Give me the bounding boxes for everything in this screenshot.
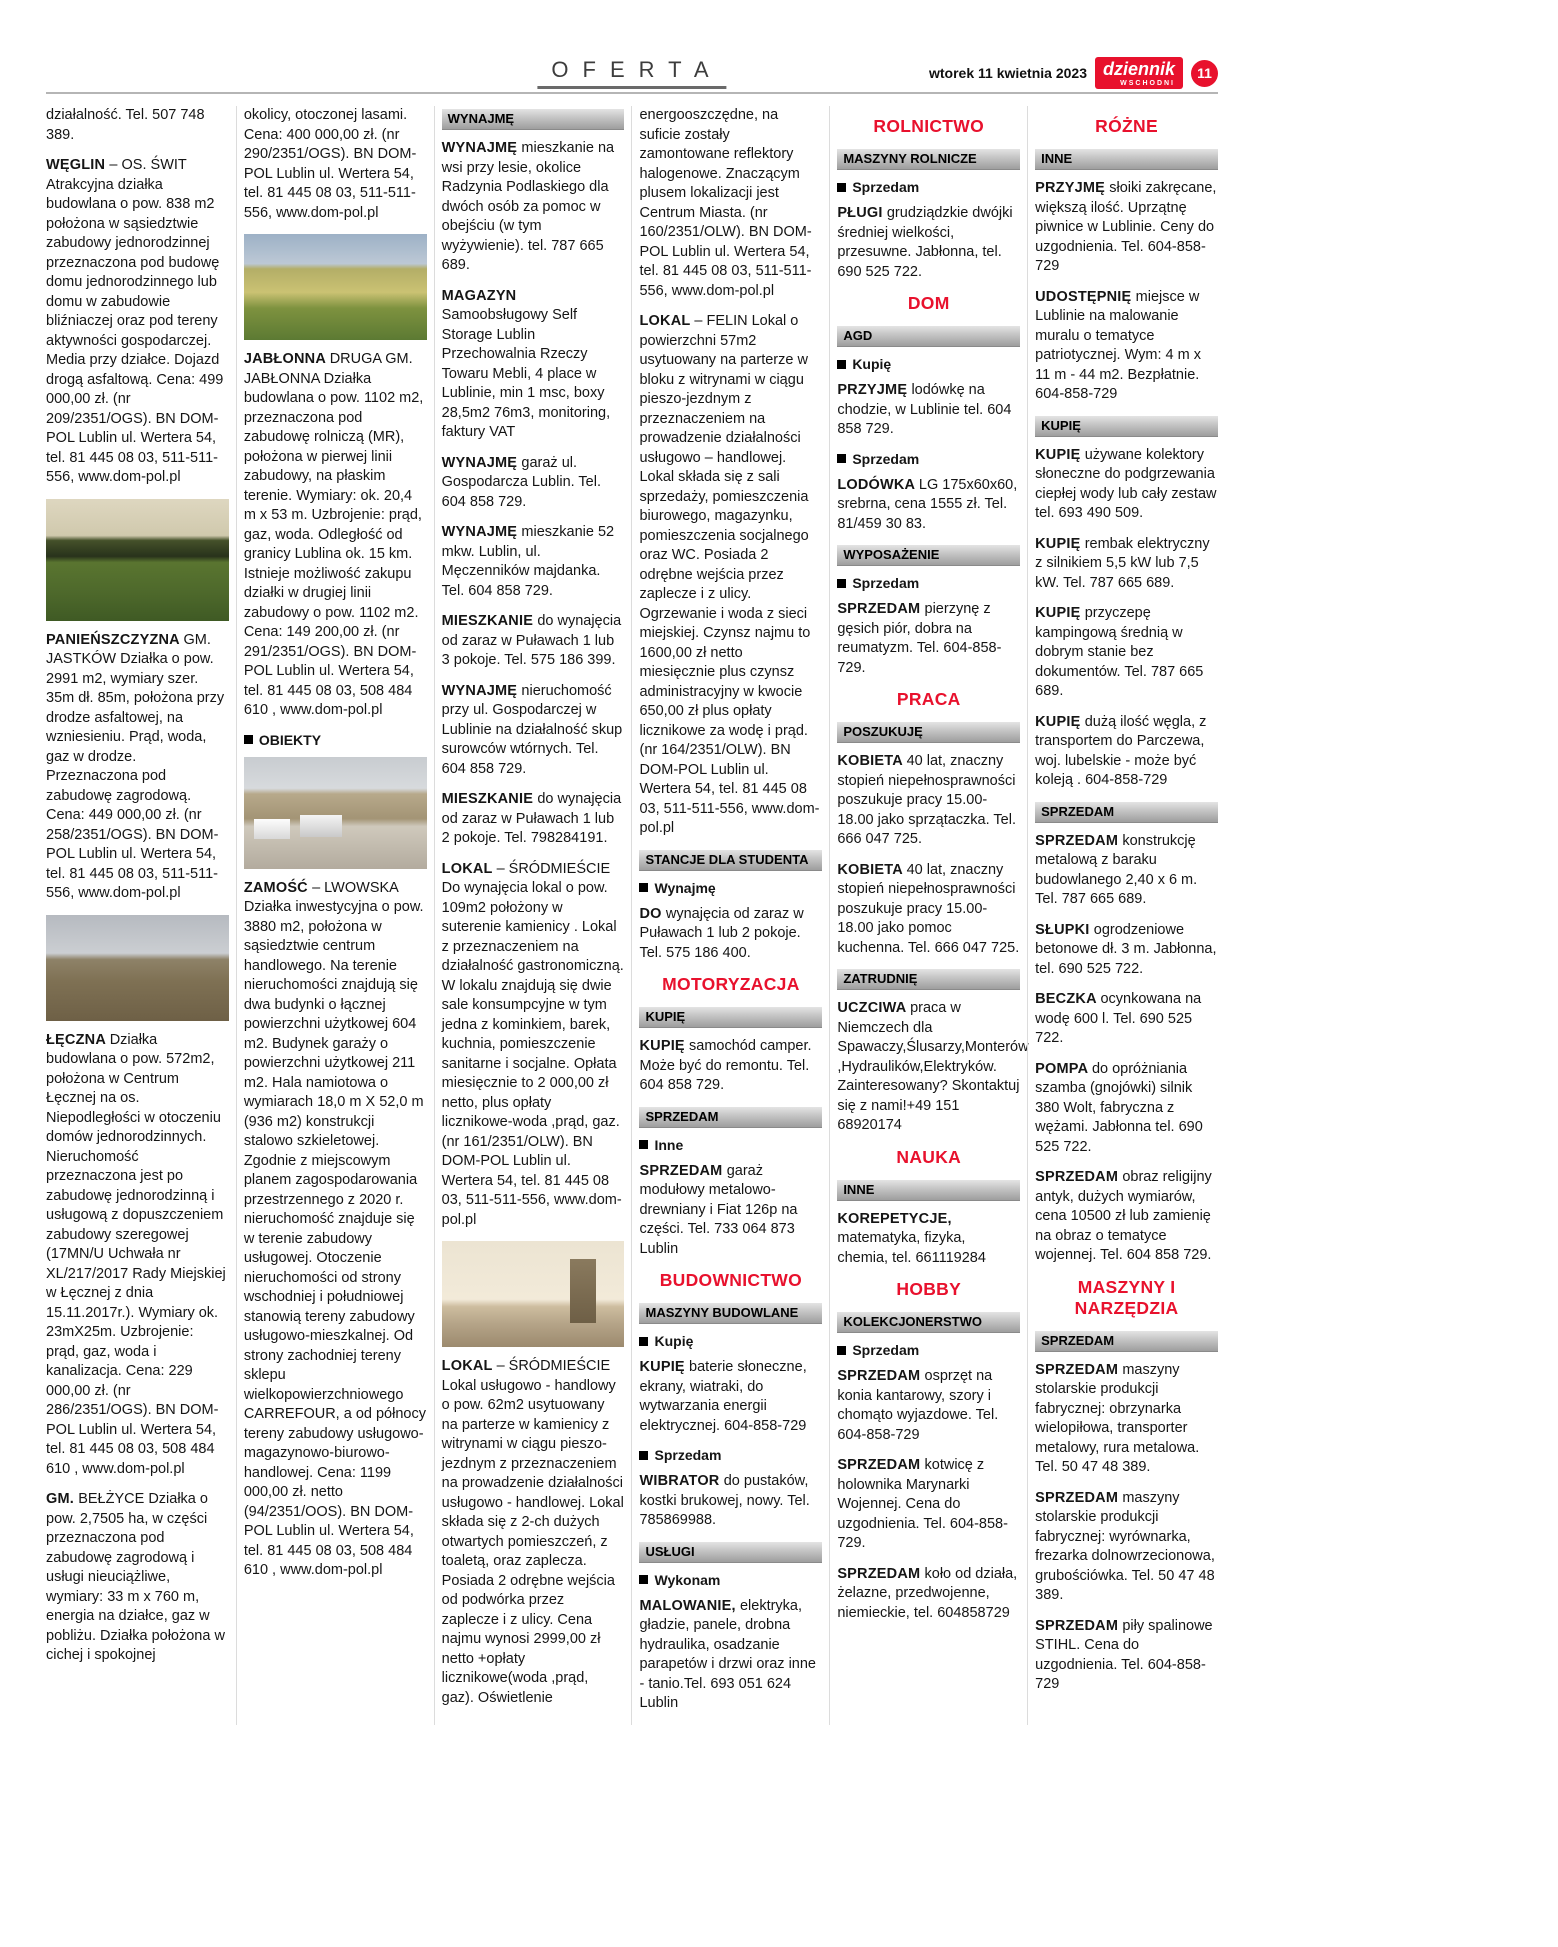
classified-ad: KOBIETA 40 lat, znaczny stopień niepełnosprawności poszukuje pracy 15.00-18.00 jako sprzątaczka. Tel. 666 047 725. (837, 753, 1016, 847)
square-bullet-icon (244, 735, 253, 744)
ad-lead: SPRZEDAM (837, 601, 925, 617)
listing-photo-crops (244, 234, 427, 340)
ad-lead: JABŁONNA (243, 351, 330, 367)
ad-lead: PRZYJMĘ (1035, 180, 1110, 196)
ad-lead: KUPIĘ (639, 1359, 690, 1375)
column-2 (236, 106, 434, 1725)
classified-ad: SPRZEDAM koło od działa, żelazne, przedwojenne, niemieckie, tel. 604858729 (837, 1565, 1018, 1621)
ad-lead: KUPIĘ (1035, 713, 1085, 730)
ad-lead: KOREPETYCJE, (837, 1210, 952, 1227)
subcategory-label: Inne (639, 1137, 822, 1153)
ad-lead: KUPIĘ (1035, 535, 1085, 552)
category-bar: SPRZEDAM (1035, 1331, 1218, 1351)
column-1 (46, 106, 236, 1725)
subcategory-label: Sprzedam (837, 1342, 1020, 1358)
section-header: BUDOWNICTWO (659, 1270, 803, 1290)
classified-ad: BECZKA ocynkowana na wodę 600 l. Tel. 690 525 722. (1035, 991, 1202, 1046)
square-bullet-icon (837, 360, 846, 369)
classified-ad: POMPA do opróżniania szamba (gnojówki) silnik 380 Wolt, fabryczna z wężami. Jabłonna tel. 690 525 722. (1035, 1060, 1203, 1155)
page-section-title: OFERTA (537, 57, 726, 89)
ad-lead: POMPA (1035, 1060, 1092, 1077)
subcategory-label: Sprzedam (639, 1447, 822, 1463)
category-bar: WYNAJMĘ (442, 109, 625, 129)
classified-ad: SPRZEDAM obraz religijny antyk, dużych wymiarów, cena 10500 zł lub zamienię na obraz o tematyce wojennej. Tel. 604 858 729. (1035, 1169, 1212, 1263)
classified-ad: LODÓWKA LG 175x60x60, srebrna, cena 1555 zł. Tel. 81/459 30 83. (837, 476, 1018, 532)
section-header: MASZYNY I NARZĘDZIA (1074, 1276, 1179, 1318)
ad-lead: WYNAJMĘ (441, 524, 522, 540)
ad-lead: PANIEŃSZCZYZNA (46, 631, 184, 648)
section-header: PRACA (896, 689, 961, 709)
section-header: NAUKA (896, 1146, 962, 1167)
ad-lead: WYNAJMĘ (441, 454, 522, 471)
ad-lead: ŁĘCZNA (46, 1031, 110, 1048)
page-number-badge: 11 (1191, 60, 1218, 87)
classified-ad: KOBIETA 40 lat, znaczny stopień niepełnosprawności poszukuje pracy 15.00-18.00 jako pomoc kuchenna. Tel. 666 047 725. (837, 861, 1020, 956)
ad-lead: DO (639, 905, 666, 922)
columns (46, 106, 1218, 1725)
ad-lead: UCZCIWA (837, 1000, 911, 1016)
ad-lead: MALOWANIE, (639, 1597, 740, 1614)
column-4 (631, 106, 829, 1725)
classified-ad: SPRZEDAM pierzynę z gęsich piór, dobra na reumatyzm. Tel. 604-858-729. (837, 601, 1002, 676)
square-bullet-icon (837, 1346, 846, 1355)
classified-ad: MIESZKANIE do wynajęcia od zaraz w Puławach 1 lub 3 pokoje. Tel. 575 186 399. (441, 613, 622, 668)
page-content (46, 54, 1218, 1725)
ad-lead: PRZYJMĘ (837, 382, 912, 398)
ad-lead: LOKAL (441, 860, 497, 877)
column-5 (829, 106, 1027, 1725)
ad-lead: KUPIĘ (1035, 446, 1085, 463)
ad-lead: GM. (46, 1491, 79, 1507)
classified-ad: LOKAL – FELIN Lokal o powierzchni 57m2 usytuowany na parterze w bloku z witrynami w ciągu pieszo-jezdnym z przeznaczeniem na prowadzenie działalności usługowo – handlowej. Lokal składa się z sali sprzedaży, pomieszczenia biurowego, magazynku, pomieszczenia socjalnego oraz WC. Posiada 2 odrębne wejścia przez zaplecze i z ulicy. Ogrzewanie i woda z sieci miejskiej. Czynsz najmu to 1600,00 zł netto miesięcznie plus czynsz administracyjny w kwocie 650,00 zł plus opłaty licznikowe za wodę i prąd. (nr 164/2351/OLW). BN DOM-POL Lublin ul. Wertera 54, tel. 81 445 08 03, 511-511-556, www.dom-pol.pl (639, 313, 820, 836)
classified-ad: WYNAJMĘ mieszkanie 52 mkw. Lublin, ul. Męczenników majdanka. Tel. 604 858 729. (441, 524, 615, 599)
ad-lead: MAGAZYN (441, 287, 517, 304)
listing-photo-wasteland (46, 915, 229, 1021)
masthead (46, 54, 1218, 94)
ad-lead: SPRZEDAM (639, 1162, 727, 1179)
subcategory-label: OBIEKTY (244, 732, 427, 748)
classified-ad: PRZYJMĘ słoiki zakręcane, większą ilość. Uprzątnę piwnice w Lublinie. Ceny do uzgodnienia. Tel. 604-858-729 (1035, 180, 1217, 274)
classified-ad: WIBRATOR do pustaków, kostki brukowej, nowy. Tel. 785869988. (639, 1473, 810, 1528)
classified-ad: PANIEŃSZCZYZNA GM. JASTKÓW Działka o pow. 2991 m2, wymiary szer. 35m dł. 85m, położona przy drodze asfaltowej, na wzniesieniu. Prąd, woda, gaz w drodze. Przeznaczona pod zabudowę zagrodową. Cena: 449 000,00 zł. (nr 258/2351/OGS). BN DOM-POL Lublin ul. Wertera 54, tel. 81 445 08 03, 511-511-556, www.dom-pol.pl (46, 631, 225, 901)
classified-ad: energooszczędne, na suficie zostały zamontowane reflektory halogenowe. Znaczącym plusem lokalizacji jest Centrum Miasta. (nr 160/2351/OLW). BN DOM-POL Lublin ul. Wertera 54, tel. 81 445 08 03, 511-511-556, www.dom-pol.pl (639, 107, 812, 299)
ad-lead: WYNAJMĘ (441, 682, 522, 699)
classified-ad: LOKAL – ŚRÓDMIEŚCIE Lokal usługowo - handlowy o pow. 62m2 usytuowany na parterze w kamienicy z witrynami w ciągu pieszo-jezdnym z przeznaczeniem na prowadzenie działalności usługowo - handlowej. Lokal składa się z 2-ch dużych otwartych pomieszczeń, z toaletą, oraz zaplecza. Posiada 2 odrębne wejścia od podwórka przez zaplecze i z ulicy. Cena najmu wynosi 2999,00 zł netto +opłaty licznikowe(woda ,prąd, gaz). Oświetlenie (441, 1358, 624, 1706)
classified-ad: ŁĘCZNA Działka budowlana o pow. 572m2, położona w Centrum Łęcznej na os. Niepodległości w otoczeniu domów jednorodzinnych. Nieruchomość przeznaczona jest po zabudowę jednorodzinną i usługową z dopuszczeniem zabudowy szeregowej (17MN/U Uchwała nr XL/217/2017 Rady Miejskiej w Łęcznej z dnia 15.11.2017r.). Wymiary ok. 23mX25m. Uzbrojenie: prąd, gaz, woda i kanalizacja. Cena: 229 000,00 zł. (nr 286/2351/OGS). BN DOM-POL Lublin ul. Wertera 54, tel. 81 445 08 03, 508 484 610 , www.dom-pol.pl (46, 1031, 226, 1477)
classified-ad: SPRZEDAM garaż modułowy metalowo-drewniany i Fiat 126p na części. Tel. 733 064 873 Lublin (639, 1162, 798, 1257)
ad-lead: SPRZEDAM (837, 1565, 925, 1582)
classified-ad: SPRZEDAM konstrukcję metalową z baraku budowlanego 2,40 x 6 m. Tel. 787 665 689. (1035, 832, 1198, 907)
section-header: HOBBY (896, 1279, 962, 1299)
classified-ad: KUPIĘ baterie słoneczne, ekrany, wiatraki, do wytwarzania energii elektrycznej. 604-858-729 (639, 1359, 807, 1434)
classified-ad: DO wynajęcia od zaraz w Puławach 1 lub 2 pokoje. Tel. 575 186 400. (639, 905, 804, 961)
subcategory-label: Sprzedam (837, 179, 1020, 195)
square-bullet-icon (837, 183, 846, 192)
subcategory-label: Sprzedam (837, 451, 1020, 467)
classified-ad: KUPIĘ przyczepę kampingową średnią w dobrym stanie bez dokumentów. Tel. 787 665 689. (1035, 605, 1204, 699)
classified-ad: MALOWANIE, elektryka, gładzie, panele, drobna hydraulika, osadzanie parapetów i drzwi oraz inne - tanio.Tel. 693 051 624 Lublin (639, 1597, 816, 1711)
classified-ad: okolicy, otoczonej lasami. Cena: 400 000,00 zł. (nr 290/2351/OGS). BN DOM-POL Lublin ul. Wertera 54, tel. 81 445 08 03, 511-511-556, www.dom-pol.pl (243, 107, 417, 221)
ad-lead: KOBIETA (837, 861, 907, 878)
square-bullet-icon (639, 1575, 648, 1584)
subcategory-label: Sprzedam (837, 575, 1020, 591)
newspaper-logo-subtext: WSCHODNI (1120, 80, 1175, 87)
classified-ad: KUPIĘ samochód camper. Może być do remontu. Tel. 604 858 729. (639, 1038, 812, 1093)
ad-lead: SPRZEDAM (1035, 832, 1123, 849)
category-bar: USŁUGI (639, 1542, 822, 1562)
classified-ad: WYNAJMĘ garaż ul. Gospodarcza Lublin. Tel. 604 858 729. (441, 454, 601, 510)
classified-ad: ZAMOŚĆ – LWOWSKA Działka inwestycyjna o pow. 3880 m2, położona w sąsiedztwie centrum handlowego. Na terenie nieruchomości znajdują się dwa budynki o łącznej powierzchni użytkowej 604 m2. Budynek garaży o powierzchni użytkowej 211 m2. Hala namiotowa o wymiarach 18,0 m X 52,0 m (936 m2) konstrukcji stalowo szkieletowej. Zgodnie z miejscowym planem zagospodarowania przestrzennego z 2020 r. nieruchomość znajduje się w terenie zabudowy usługowej. Otoczenie nieruchomości od strony wschodniej i południowej stanowią tereny zabudowy usługowo-mieszkalnej. Od strony zachodniej tereny sklepu wielkopowierzchniowego CARREFOUR, a od północy tereny zabudowy usługowo-magazynowo-biurowo-handlowej. Cena: 1199 000,00 zł. netto (94/2351/OOS). BN DOM-POL Lublin ul. Wertera 54, tel. 81 445 08 03, 508 484 610 , www.dom-pol.pl (243, 879, 426, 1578)
category-bar: KUPIĘ (1035, 416, 1218, 436)
ad-lead: KUPIĘ (1035, 605, 1085, 621)
ad-lead: MIESZKANIE (441, 791, 538, 807)
section-header: DOM (907, 293, 950, 313)
classified-ad: UCZCIWA praca w Niemczech dla Spawaczy,Ślusarzy,Monterów ,Hydraulików,Elektryków. Zainteresowany? Skontaktuj się z nami!+49 151 68920174 (837, 1000, 1029, 1133)
ad-lead: KUPIĘ (639, 1038, 690, 1054)
ad-lead: WIBRATOR (639, 1473, 724, 1489)
section-header: ROLNICTWO (873, 116, 985, 136)
classified-ad: MAGAZYN Samoobsługowy Self Storage Lublin Przechowalnia Rzeczy Towaru Mebli, 4 place w Lublinie, min 1 msc, boxy 28,5m2 76m3, monitoring, faktury VAT (441, 287, 611, 440)
listing-photo-industrial (244, 757, 427, 869)
classified-ad: PRZYJMĘ lodówkę na chodzie, w Lublinie tel. 604 858 729. (837, 382, 1012, 437)
classified-ad: SPRZEDAM piły spalinowe STIHL. Cena do uzgodnienia. Tel. 604-858-729 (1035, 1617, 1213, 1692)
ad-lead: SPRZEDAM (1035, 1489, 1123, 1506)
ad-lead: LOKAL (639, 313, 695, 329)
category-bar: AGD (837, 326, 1020, 346)
ad-lead: SPRZEDAM (1035, 1617, 1123, 1634)
category-bar: MASZYNY ROLNICZE (837, 149, 1020, 169)
square-bullet-icon (837, 579, 846, 588)
square-bullet-icon (837, 454, 846, 463)
subcategory-label: Kupię (837, 356, 1020, 372)
ad-lead: SPRZEDAM (837, 1457, 925, 1473)
category-bar: WYPOSAŻENIE (837, 545, 1020, 565)
ad-lead: PŁUGI (837, 205, 887, 221)
category-bar: SPRZEDAM (639, 1107, 822, 1127)
classified-ad: SPRZEDAM maszyny stolarskie produkcji fabrycznej: obrzynarka wielopiłowa, transporter metalowy, rura metalowa. Tel. 50 47 48 389. (1035, 1361, 1200, 1475)
classified-ad: KOREPETYCJE, matematyka, fizyka, chemia, tel. 661119284 (837, 1210, 986, 1266)
column-3 (434, 106, 632, 1725)
subcategory-label: Wynajmę (639, 880, 822, 896)
listing-photo-interior (442, 1241, 625, 1347)
category-bar: KOLEKCJONERSTWO (837, 1312, 1020, 1332)
square-bullet-icon (639, 1140, 648, 1149)
category-bar: MASZYNY BUDOWLANE (639, 1303, 822, 1323)
classified-ad: KUPIĘ używane kolektory słoneczne do podgrzewania ciepłej wody lub cały zestaw tel. 693 490 509. (1035, 446, 1217, 521)
classified-ad: WĘGLIN – OS. ŚWIT Atrakcyjna działka budowlana o pow. 838 m2 położona w sąsiedztwie zabudowy jednorodzinnej przeznaczona pod budowę domu jednorodzinnego lub domu w zabudowie bliźniaczej oraz pod tereny aktywności gospodarczej. Media przy działce. Dojazd drogą asfaltową. Cena: 499 000,00 zł. (nr 209/2351/OGS). BN DOM-POL Lublin ul. Wertera 54, tel. 81 445 08 03, 511-511-556, www.dom-pol.pl (46, 157, 224, 485)
ad-lead: UDOSTĘPNIĘ (1035, 288, 1136, 305)
category-bar: SPRZEDAM (1035, 802, 1218, 822)
classified-ad: JABŁONNA DRUGA GM. JABŁONNA Działka budowlana o pow. 1102 m2, przeznaczona pod zabudowę rolniczą (MR), położona w pierwej linii zabudowy, na płaskim terenie. Wymiary: ok. 20,4 m x 53 m. Uzbrojenie: prąd, gaz, woda. Odległość od granicy Lublina ok. 15 km. Istnieje możliwość zakupu działki w drugiej linii zabudowy o pow. 1102 m2. Cena: 149 200,00 zł. (nr 291/2351/OGS). BN DOM-POL Lublin ul. Wertera 54, tel. 81 445 08 03, 508 484 610 , www.dom-pol.pl (243, 351, 424, 718)
column-6 (1027, 106, 1218, 1725)
ad-lead: WYNAJMĘ (441, 140, 522, 156)
section-header: RÓŻNE (1095, 116, 1158, 136)
ad-lead: SŁUPKI (1035, 921, 1094, 938)
classified-ad: KUPIĘ dużą ilość węgla, z transportem do Parczewa, woj. lubelskie - może być koleją . 604-858-729 (1035, 713, 1207, 788)
ad-lead: SPRZEDAM (837, 1368, 925, 1384)
ad-lead: ZAMOŚĆ (243, 879, 313, 896)
classified-ad: SPRZEDAM osprzęt na konia kantarowy, szory i chomąto wyjazdowe. Tel. 604-858-729 (837, 1368, 999, 1443)
classified-ad: WYNAJMĘ nieruchomość przy ul. Gospodarczej w Lublinie na działalność skup surowców wtórnych. Tel. 604 858 729. (441, 682, 623, 777)
ad-lead: SPRZEDAM (1035, 1361, 1123, 1378)
classified-ad: WYNAJMĘ mieszkanie na wsi przy lesie, okolice Radzynia Podlaskiego dla dwóch osób za pomoc w obejściu (w tym wyżywienie). tel. 787 665 689. (441, 140, 615, 273)
newspaper-logo-text: dziennik (1102, 59, 1175, 79)
category-bar: POSZUKUJĘ (837, 722, 1020, 742)
classified-ad: KUPIĘ rembak elektryczny z silnikiem 5,5 kW lub 7,5 kW. Tel. 787 665 689. (1035, 535, 1210, 591)
subcategory-label: Wykonam (639, 1572, 822, 1588)
ad-lead: MIESZKANIE (441, 613, 538, 629)
newspaper-logo (1095, 57, 1183, 89)
classified-ad: GM. BEŁŻYCE Działka o pow. 2,7505 ha, w części przeznaczona pod zabudowę zagrodową i usługi nieuciążliwe, wymiary: 33 m x 760 m, energia na działce, gaz w pobliżu. Działka położona w cichej i spokojnej (46, 1491, 225, 1663)
ad-lead: BECZKA (1035, 991, 1101, 1007)
classified-ad: SŁUPKI ogrodzeniowe betonowe dł. 3 m. Jabłonna, tel. 690 525 722. (1035, 921, 1217, 977)
square-bullet-icon (639, 883, 648, 892)
issue-date: wtorek 11 kwietnia 2023 (929, 65, 1087, 81)
listing-photo-meadow (46, 499, 229, 621)
ad-lead: LOKAL (441, 1358, 497, 1374)
classified-ad: LOKAL – ŚRÓDMIEŚCIE Do wynajęcia lokal o pow. 109m2 położony w suterenie kamienicy . Lokal z przeznaczeniem na działalność gastronomiczną. W lokalu znajdują się dwie sale konsumpcyjne w tym jedna z kominkiem, barek, kuchnia, pomieszczenie sanitarne i socjalne. Opłata miesięcznie to 2 000,00 zł netto, plus opłaty licznikowe-woda ,prąd, gaz. (nr 161/2351/OLW). BN DOM-POL Lublin ul. Wertera 54, tel. 81 445 08 03, 511-511-556, www.dom-pol.pl (441, 860, 624, 1228)
ad-lead: KOBIETA (837, 753, 907, 769)
section-header: MOTORYZACJA (662, 974, 800, 994)
subcategory-label: Kupię (639, 1333, 822, 1349)
classified-ad: UDOSTĘPNIĘ miejsce w Lublinie na malowanie muralu o tematyce patriotycznej. Wym: 4 m x 11 m - 44 m2. Bezpłatnie. 604-858-729 (1035, 288, 1201, 402)
ad-lead: SPRZEDAM (1035, 1169, 1123, 1185)
ad-lead: WĘGLIN (46, 157, 110, 173)
ad-lead: LODÓWKA (837, 476, 919, 493)
classified-ad: MIESZKANIE do wynajęcia od zaraz w Puławach 1 lub 2 pokoje. Tel. 798284191. (441, 791, 622, 846)
category-bar: ZATRUDNIĘ (837, 969, 1020, 989)
category-bar: INNE (837, 1180, 1020, 1200)
category-bar: STANCJE DLA STUDENTA (639, 850, 822, 870)
masthead-right (929, 57, 1218, 89)
classified-ad: SPRZEDAM kotwicę z holownika Marynarki Wojennej. Cena do uzgodnienia. Tel. 604-858-729. (837, 1457, 1008, 1551)
classified-ad: SPRZEDAM maszyny stolarskie produkcji fabrycznej: wyrównarka, frezarka dolnowrzecionowa, grubościówka. Tel. 50 47 48 389. (1035, 1489, 1215, 1603)
classified-ad: PŁUGI grudziądzkie dwójki średniej wielkości, przesuwne. Jabłonna, tel. 690 525 722. (837, 205, 1013, 280)
square-bullet-icon (639, 1337, 648, 1346)
category-bar: KUPIĘ (639, 1007, 822, 1027)
classified-ad: działalność. Tel. 507 748 389. (46, 107, 205, 143)
category-bar: INNE (1035, 149, 1218, 169)
square-bullet-icon (639, 1451, 648, 1460)
